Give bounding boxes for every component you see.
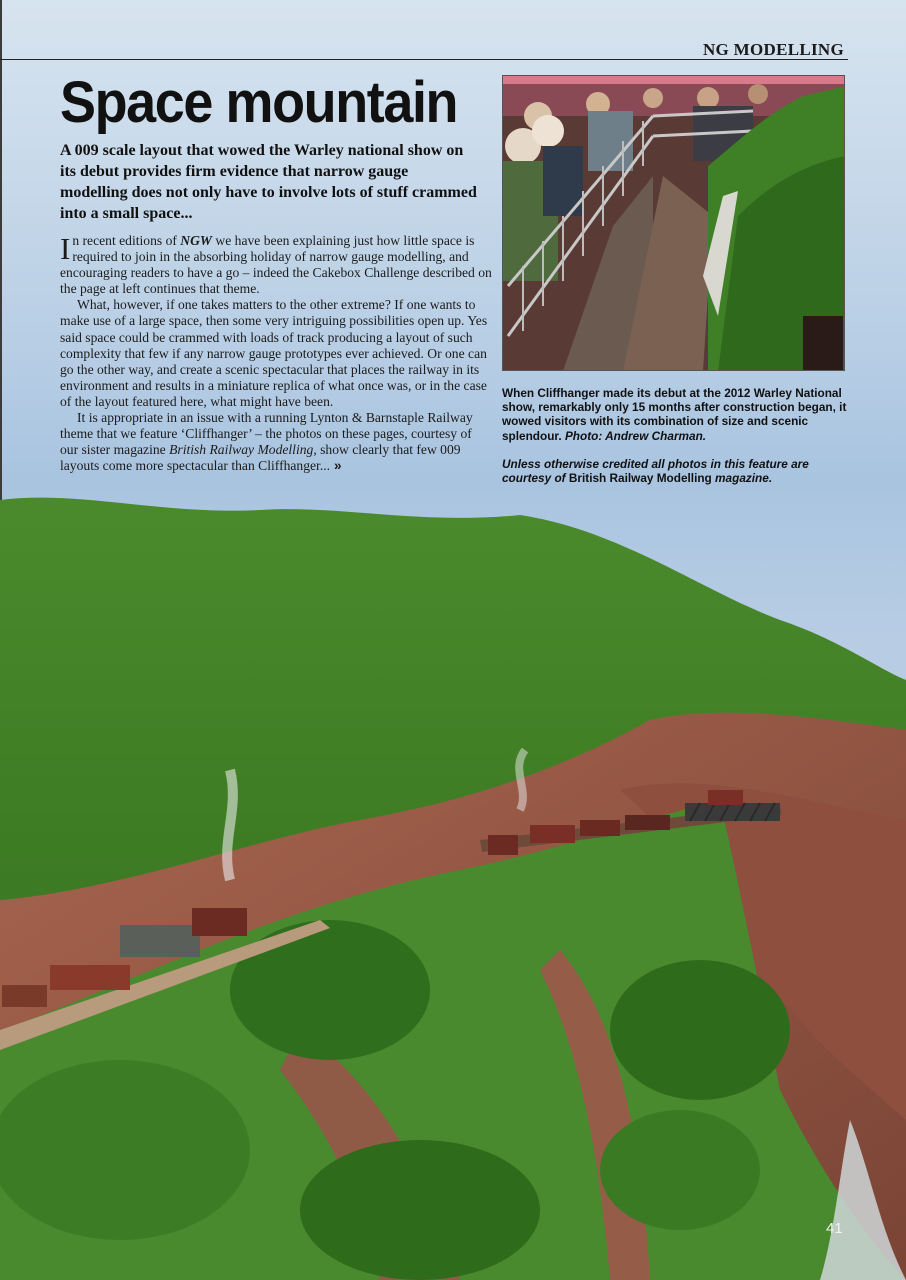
- exhibition-photo-image: [503, 76, 845, 371]
- magazine-name: British Railway Modelling: [169, 442, 314, 458]
- exhibition-photo: [502, 75, 845, 371]
- feature-credit: Unless otherwise credited all photos in this feature are courtesy of British Railway Modelling magazine.: [502, 457, 809, 486]
- article-standfirst: A 009 scale layout that wowed the Warley national show on its debut provides firm evidence that narrow gauge modelling does not only have to involve lots of stuff crammed into a small space...: [60, 142, 477, 222]
- magazine-name: British Railway Modelling: [568, 471, 712, 486]
- article-body: [60, 233, 492, 474]
- section-label: NG MODELLING: [702, 40, 844, 59]
- page-number: 41: [826, 1220, 843, 1237]
- body-paragraph-1: In recent editions of NGW we have been explaining just how little space is required to join in the absorbing holiday of narrow gauge modelling, and encouraging readers to have a go – indeed the Cakebox Challenge described on the page at left continues that theme.: [60, 231, 492, 297]
- cliffhanger-layout-photo: [0, 470, 906, 1280]
- photo-caption: When Cliffhanger made its debut at the 2012 Warley National show, remarkably only 15 months after construction began, it wowed visitors with its combination of size and scenic splendour. Photo: Andrew Charman.: [502, 386, 847, 443]
- article-title: Space mountain: [60, 70, 458, 135]
- body-paragraph-2: What, however, if one takes matters to the other extreme? If one wants to make use of a large space, then some very intriguing possibilities open up. Yes said space could be crammed with loads of track producing a layout of such complexity that few if any narrow gauge prototypes ever achieved. Or one can go the other way, and create a scenic spectacular that places the railway in its environment and results in a miniature replica of what once was, or in the case of the layout featured here, what might have been.: [60, 297, 488, 409]
- body-paragraph-3: It is appropriate in an issue with a running Lynton & Barnstaple Railway theme that we feature ‘Cliffhanger’ – the photos on these pages, courtesy of our sister magazine British Railway Modelling, show clearly that few 009 layouts come more spectacular than Cliffhanger... »: [60, 410, 473, 474]
- continue-arrow-icon: »: [334, 458, 342, 474]
- magazine-name: NGW: [180, 233, 213, 248]
- header-rule: [0, 59, 848, 60]
- photo-credit: Photo: Andrew Charman.: [564, 428, 707, 443]
- drop-cap: I: [60, 231, 71, 266]
